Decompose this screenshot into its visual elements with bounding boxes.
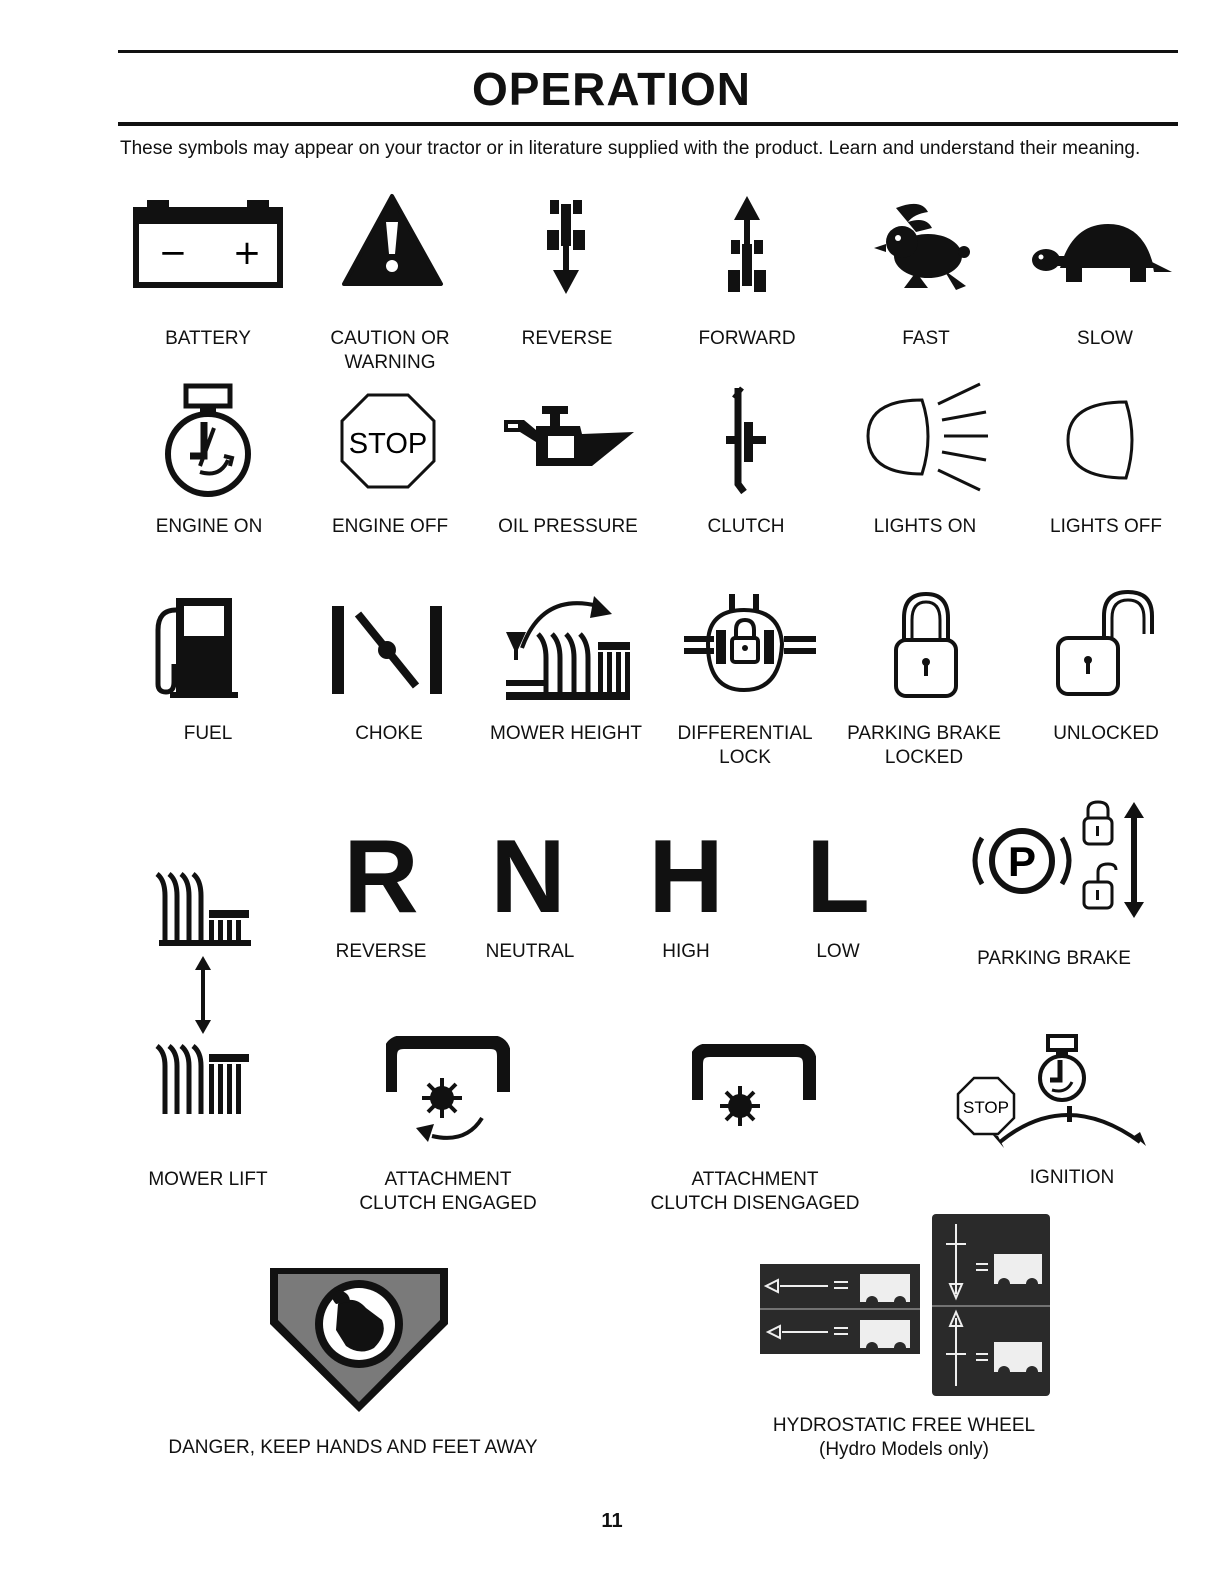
forward-tractor-icon <box>726 194 768 298</box>
padlock-locked-icon <box>892 590 960 702</box>
label-unlocked: UNLOCKED <box>1053 723 1159 744</box>
park-letter: P <box>1007 838 1037 885</box>
hydrostatic-decal-right-icon <box>932 1214 1050 1396</box>
gear-letter-l: L <box>806 819 870 935</box>
label-lights-off: LIGHTS OFF <box>1050 516 1162 537</box>
warning-triangle-icon <box>340 192 445 288</box>
label-oil-pressure: OIL PRESSURE <box>498 516 638 537</box>
plus-sign: + <box>232 233 262 273</box>
label-slow: SLOW <box>1077 328 1133 349</box>
label-danger: DANGER, KEEP HANDS AND FEET AWAY <box>168 1437 538 1458</box>
lights-off-icon <box>1064 398 1136 482</box>
clutch-icon <box>724 384 768 496</box>
danger-hand-icon <box>266 1264 452 1416</box>
label-gear-low: LOW <box>816 941 860 962</box>
page-title: OPERATION <box>471 63 752 115</box>
gear-letter-h: H <box>648 819 724 935</box>
label-fuel: FUEL <box>183 723 233 744</box>
label-engine-on: ENGINE ON <box>155 516 263 537</box>
page-number: 11 <box>601 1510 623 1532</box>
label-clutch: CLUTCH <box>707 516 785 537</box>
battery-icon <box>133 200 283 288</box>
attachment-clutch-engaged-icon <box>386 1036 510 1144</box>
label-caution: CAUTION OR WARNING <box>330 328 450 373</box>
oil-can-icon <box>500 404 640 474</box>
parking-brake-icon <box>964 800 1148 922</box>
fuel-pump-icon <box>150 594 240 700</box>
label-engine-off: ENGINE OFF <box>331 516 449 537</box>
label-attachment-disengaged: ATTACHMENT CLUTCH DISENGAGED <box>650 1169 860 1214</box>
label-lights-on: LIGHTS ON <box>873 516 977 537</box>
label-reverse: REVERSE <box>521 328 613 349</box>
minus-sign: − <box>158 233 188 273</box>
label-differential-lock: DIFFERENTIAL LOCK <box>677 723 813 768</box>
label-mower-lift: MOWER LIFT <box>148 1169 268 1190</box>
label-parking-brake: PARKING BRAKE <box>977 948 1131 969</box>
stop-text: STOP <box>348 428 428 460</box>
label-attachment-engaged: ATTACHMENT CLUTCH ENGAGED <box>359 1169 537 1214</box>
label-forward: FORWARD <box>698 328 796 349</box>
hydrostatic-decal-left-icon <box>760 1264 920 1354</box>
choke-icon <box>328 604 446 696</box>
intro-text: These symbols may appear on your tractor or in literature supplied with the product. Learn and understand their meaning. <box>120 138 1141 159</box>
label-choke: CHOKE <box>355 723 423 744</box>
label-battery: BATTERY <box>165 328 251 349</box>
gear-letter-n: N <box>490 819 566 935</box>
label-fast: FAST <box>902 328 950 349</box>
engine-on-icon <box>160 382 256 498</box>
differential-lock-icon <box>682 590 818 702</box>
stop-sign-icon <box>340 393 436 489</box>
label-gear-neutral: NEUTRAL <box>485 941 575 962</box>
attachment-clutch-disengaged-icon <box>692 1044 816 1132</box>
padlock-unlocked-icon <box>1054 588 1158 698</box>
ignition-stop-text: STOP <box>963 1098 1009 1117</box>
mower-height-icon <box>502 588 632 702</box>
reverse-tractor-icon <box>545 194 587 298</box>
rabbit-icon <box>866 198 971 294</box>
top-rule <box>118 50 1178 53</box>
ignition-icon <box>956 1032 1150 1154</box>
lights-on-icon <box>864 380 990 496</box>
mower-lift-icon <box>155 870 255 1118</box>
label-parking-brake-locked: PARKING BRAKE LOCKED <box>847 723 1001 768</box>
label-hydrostatic: HYDROSTATIC FREE WHEEL (Hydro Models only) <box>772 1415 1036 1460</box>
label-mower-height: MOWER HEIGHT <box>490 723 642 744</box>
label-ignition: IGNITION <box>1029 1167 1115 1188</box>
label-gear-reverse: REVERSE <box>335 941 427 962</box>
label-gear-high: HIGH <box>662 941 710 962</box>
title-underline <box>118 122 1178 126</box>
turtle-icon <box>1032 218 1174 290</box>
gear-letter-r: R <box>343 819 419 935</box>
